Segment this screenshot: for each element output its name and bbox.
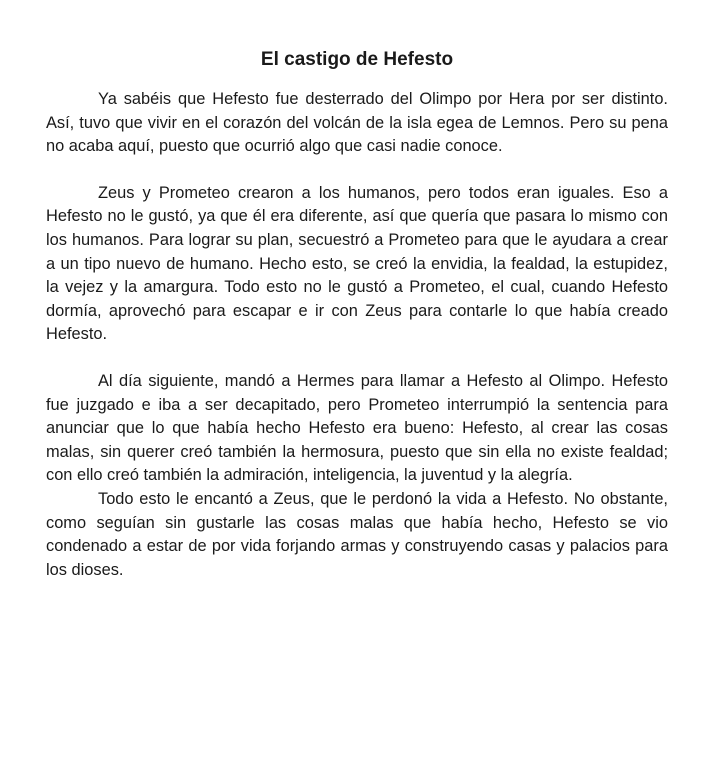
paragraph-3: Al día siguiente, mandó a Hermes para llamar a Hefesto al Olimpo. Hefesto fue juzgado e iba a ser decapitado, pero Prometeo interrumpió la sentencia para anunciar que lo que había hecho Hefesto era bueno: Hefesto, al crear las cosas malas, sin querer creó también la hermosura, puesto que sin ella no existe fealdad; con ello creó también la admiración, inteligencia, la juventud y la alegría. [46, 371, 668, 485]
paragraph-2: Zeus y Prometeo crearon a los humanos, pero todos eran iguales. Eso a Hefesto no le gustó, ya que él era diferente, así que quería que pasara lo mismo con los humanos. Para lograr su plan, secuestró a Prometeo para que le ayudara a crear a un tipo nuevo de humano. Hecho esto, se creó la envidia, la fealdad, la estupidez, la vejez y la amargura. Todo esto no le gustó a Prometeo, el cual, cuando Hefesto dormía, aprovechó para escapar e ir con Zeus para contarle lo que había creado Hefesto. [46, 183, 668, 344]
document-page [46, 48, 668, 582]
document-title: El castigo de Hefesto [260, 49, 454, 70]
paragraph-1: Ya sabéis que Hefesto fue desterrado del Olimpo por Hera por ser distinto. Así, tuvo que vivir en el corazón del volcán de la isla egea de Lemnos. Pero su pena no acaba aquí, puesto que ocurrió algo que casi nadie conoce. [46, 90, 668, 156]
paragraph-4: Todo esto le encantó a Zeus, que le perdonó la vida a Hefesto. No obstante, como seguían sin gustarle las cosas malas que había hecho, Hefesto se vio condenado a estar de por vida forjando armas y construyendo casas y palacios para los dioses. [46, 489, 668, 579]
